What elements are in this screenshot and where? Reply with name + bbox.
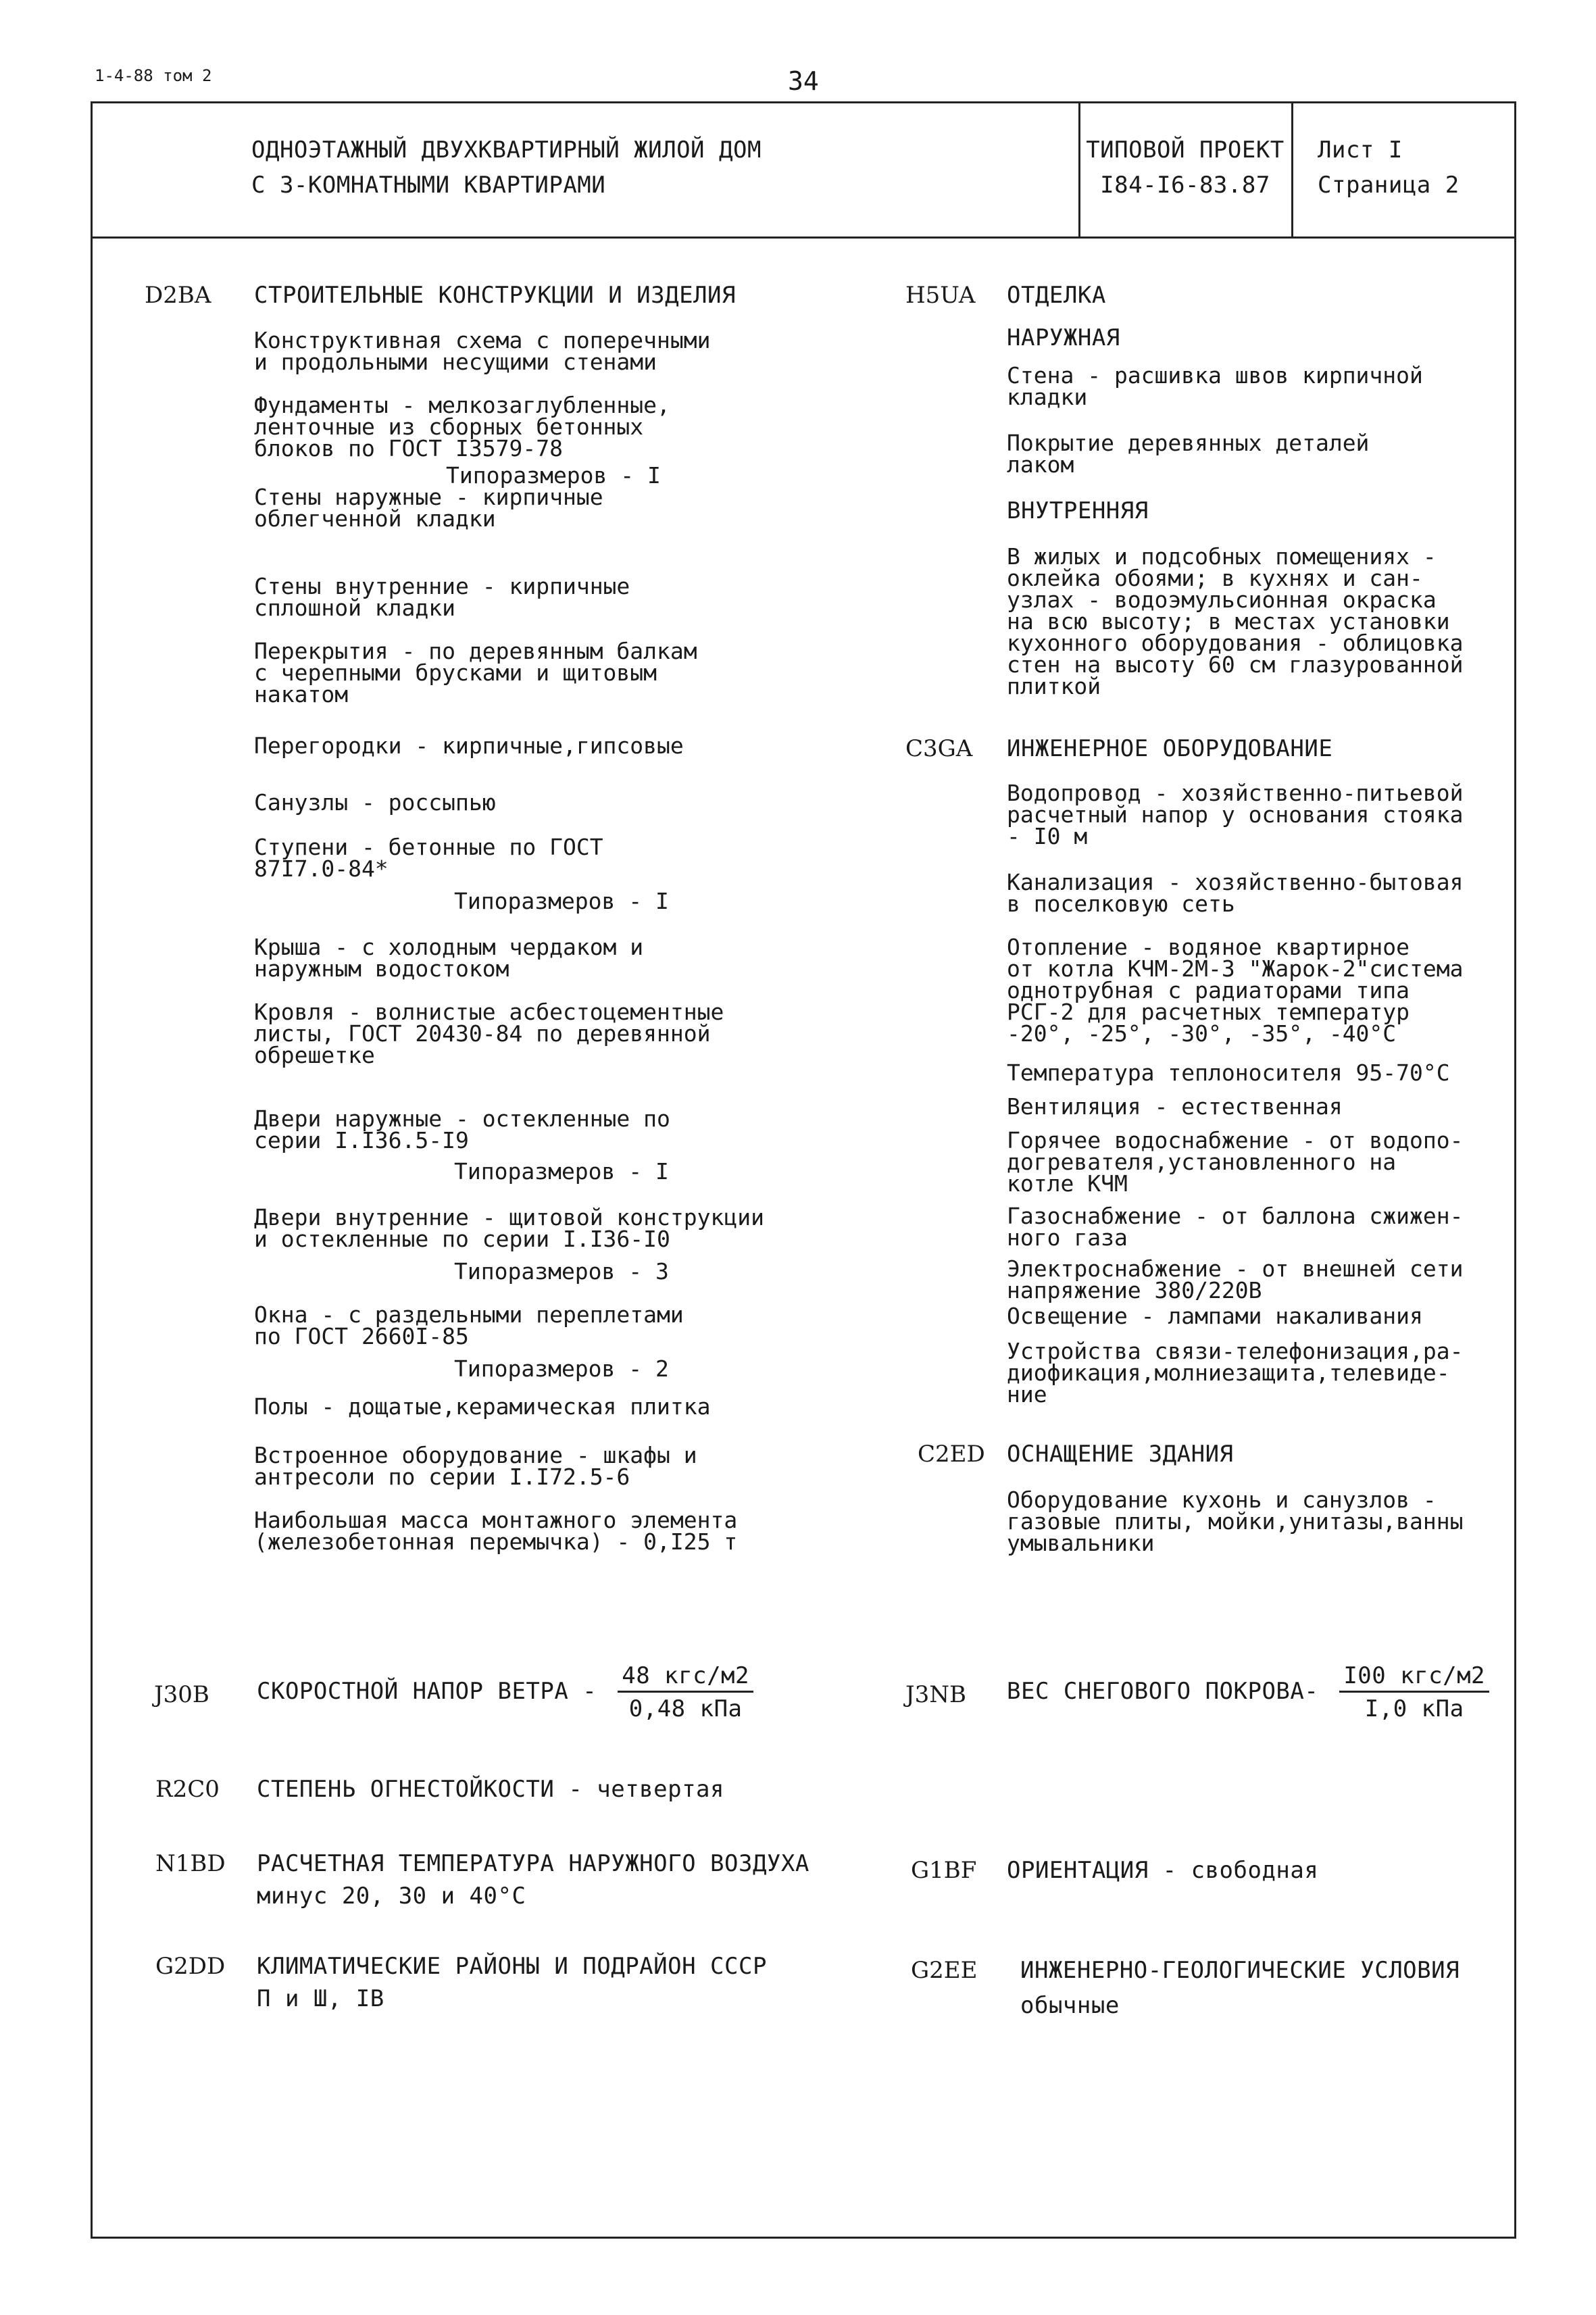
- typesize-note: Типоразмеров - 2: [454, 1355, 669, 1382]
- finish-item: Покрытие деревянных деталей лаком: [1007, 430, 1370, 478]
- wind-pressure-kgf: 48 кгс/м2: [618, 1662, 753, 1693]
- structure-item: Санузлы - россыпью: [254, 789, 496, 816]
- engineering-item: Горячее водоснабжение - от водопо- догревателя,установленного на котле КЧМ: [1007, 1127, 1464, 1197]
- geology-conditions-title: ИНЖЕНЕРНО-ГЕОЛОГИЧЕСКИЕ УСЛОВИЯ: [1020, 1957, 1460, 1984]
- structure-item: Крыша - с холодным чердаком и наружным водостоком: [254, 934, 644, 982]
- snow-load-value: [1339, 1662, 1489, 1722]
- title-line-1: ОДНОЭТАЖНЫЙ ДВУХКВАРТИРНЫЙ ЖИЛОЙ ДОМ: [251, 136, 762, 164]
- climate-regions-title: КЛИМАТИЧЕСКИЕ РАЙОНЫ И ПОДРАЙОН СССР: [257, 1953, 767, 1980]
- project-number: I84-I6-83.87: [1100, 172, 1270, 199]
- design-temperature-title: РАСЧЕТНАЯ ТЕМПЕРАТУРА НАРУЖНОГО ВОЗДУХА: [257, 1850, 809, 1877]
- engineering-item: Канализация - хозяйственно-бытовая в поселковую сеть: [1007, 869, 1464, 917]
- typesize-note: Типоразмеров - I: [454, 888, 669, 914]
- engineering-item: Водопровод - хозяйственно-питьевой расчетный напор у основания стояка - I0 м: [1007, 780, 1464, 849]
- section-heading-equipment: ОСНАЩЕНИЕ ЗДАНИЯ: [1007, 1441, 1234, 1468]
- typesize-note: Типоразмеров - I: [454, 1158, 669, 1185]
- page-label: Страница 2: [1318, 172, 1460, 199]
- engineering-item: Вентиляция - естественная: [1007, 1093, 1343, 1120]
- frame-left-border: [91, 101, 93, 2237]
- engineering-item: Устройства связи-телефонизация,ра- диофикация,молниезащита,телевиде- ние: [1007, 1338, 1464, 1408]
- structure-item: Фундаменты - мелкозаглубленные, ленточные из сборных бетонных блоков по ГОСТ I3579-78: [254, 392, 670, 462]
- structure-item: Перегородки - кирпичные,гипсовые: [254, 732, 684, 759]
- structure-item: Кровля - волнистые асбестоцементные листы, ГОСТ 20430-84 по деревянной обрешетке: [254, 999, 724, 1068]
- snow-load-kgf: I00 кгс/м2: [1339, 1662, 1489, 1693]
- subheading-inner: ВНУТРЕННЯЯ: [1007, 497, 1149, 524]
- structure-item: Конструктивная схема с поперечными и продольными несущими стенами: [254, 327, 711, 375]
- geology-conditions: [1020, 1957, 1460, 2019]
- structure-item: Перекрытия - по деревянным балкам с черепными брусками и щитовым накатом: [254, 638, 697, 707]
- climate-regions-value: П и Ш, IВ: [257, 1985, 384, 2012]
- section-heading-finish: ОТДЕЛКА: [1007, 282, 1106, 309]
- section-code: G2EE: [911, 1957, 978, 1984]
- climate-regions: [257, 1953, 767, 2012]
- typesize-note: Типоразмеров - I: [446, 462, 661, 489]
- document-title: [251, 132, 762, 203]
- structure-item: Двери наружные - остекленные по серии I.I36.5-I9: [254, 1105, 670, 1153]
- snow-load-label: ВЕС СНЕГОВОГО ПОКРОВА-: [1007, 1678, 1319, 1705]
- sheet-cell: [1318, 132, 1460, 203]
- structure-item: Ступени - бетонные по ГОСТ 87I7.0-84*: [254, 834, 603, 882]
- typesize-note: Типоразмеров - 3: [454, 1258, 669, 1285]
- engineering-item: Отопление - водяное квартирное от котла КЧМ-2М-3 "Жарок-2"система однотрубная с радиаторами типа РСГ-2 для расчетных температур -20°, -25°, -30°, -35°, -40°С: [1007, 934, 1464, 1047]
- section-code: C3GA: [905, 735, 973, 762]
- structure-item: Встроенное оборудование - шкафы и антресоли по серии I.I72.5-6: [254, 1442, 697, 1490]
- section-code: J30B: [154, 1681, 209, 1708]
- engineering-item: Электроснабжение - от внешней сети напряжение 380/220В: [1007, 1255, 1464, 1303]
- title-block-column-divider: [1291, 101, 1293, 237]
- engineering-item: Газоснабжение - от баллона сжижен- ного газа: [1007, 1203, 1464, 1251]
- section-code: C2ED: [918, 1441, 985, 1468]
- volume-reference: 1-4-88 том 2: [95, 66, 212, 85]
- wind-pressure-value: [618, 1662, 753, 1722]
- project-cell: [1081, 132, 1289, 203]
- title-line-2: С 3-КОМНАТНЫМИ КВАРТИРАМИ: [251, 172, 606, 199]
- engineering-item: Температура теплоносителя 95-70°С: [1007, 1060, 1450, 1086]
- equipment-text: Оборудование кухонь и санузлов - газовые плиты, мойки,унитазы,ванны умывальники: [1007, 1487, 1464, 1556]
- frame-right-border: [1514, 101, 1516, 2237]
- structure-item: Стены наружные - кирпичные облегченной кладки: [254, 484, 603, 532]
- engineering-item: Освещение - лампами накаливания: [1007, 1303, 1423, 1329]
- inner-finish-text: В жилых и подсобных помещениях - оклейка обоями; в кухнях и сан- узлах - водоэмульсионная окраска на всю высоту; в местах установки кухонного оборудования - облицовка стен на высоту 60 см глазурованной плиткой: [1007, 543, 1464, 699]
- structure-item: Двери внутренние - щитовой конструкции и остекленные по серии I.I36-I0: [254, 1204, 764, 1252]
- section-code: D2BA: [145, 282, 211, 309]
- snow-load: [1007, 1662, 1489, 1722]
- wind-pressure: [257, 1662, 753, 1722]
- section-code: J3NB: [905, 1681, 966, 1708]
- fire-resistance: СТЕПЕНЬ ОГНЕСТОЙКОСТИ - четвертая: [257, 1776, 725, 1803]
- wind-pressure-label: СКОРОСТНОЙ НАПОР ВЕТРА -: [257, 1678, 597, 1705]
- section-code: G2DD: [155, 1953, 226, 1980]
- title-block-column-divider: [1078, 101, 1080, 237]
- page-number: 34: [788, 66, 819, 96]
- section-code: G1BF: [911, 1857, 977, 1884]
- snow-load-kpa: I,0 кПа: [1364, 1695, 1464, 1722]
- subheading-outer: НАРУЖНАЯ: [1007, 324, 1120, 351]
- design-temperature-value: минус 20, 30 и 40°С: [257, 1883, 526, 1910]
- structure-item: Окна - с раздельными переплетами по ГОСТ 2660I-85: [254, 1301, 684, 1349]
- section-code: H5UA: [905, 282, 976, 309]
- title-block-divider: [91, 237, 1516, 239]
- sheet-label: Лист I: [1318, 136, 1403, 164]
- finish-item: Стена - расшивка швов кирпичной кладки: [1007, 362, 1423, 410]
- section-heading-structures: СТРОИТЕЛЬНЫЕ КОНСТРУКЦИИ И ИЗДЕЛИЯ: [254, 282, 736, 309]
- wind-pressure-kpa: 0,48 кПа: [628, 1695, 743, 1722]
- section-code: N1BD: [155, 1850, 226, 1877]
- frame-top-border: [91, 101, 1516, 103]
- project-label: ТИПОВОЙ ПРОЕКТ: [1086, 136, 1285, 164]
- orientation: ОРИЕНТАЦИЯ - свободная: [1007, 1857, 1319, 1884]
- section-heading-engineering: ИНЖЕНЕРНОЕ ОБОРУДОВАНИЕ: [1007, 735, 1333, 762]
- structure-item: Стены внутренние - кирпичные сплошной кладки: [254, 573, 630, 621]
- structure-item: Полы - дощатые,керамическая плитка: [254, 1393, 711, 1420]
- frame-bottom-border: [91, 2237, 1516, 2239]
- geology-conditions-value: обычные: [1020, 1992, 1120, 2019]
- structure-item: Наибольшая масса монтажного элемента (железобетонная перемычка) - 0,I25 т: [254, 1507, 738, 1555]
- section-code: R2C0: [155, 1776, 220, 1803]
- design-temperature: [257, 1850, 809, 1910]
